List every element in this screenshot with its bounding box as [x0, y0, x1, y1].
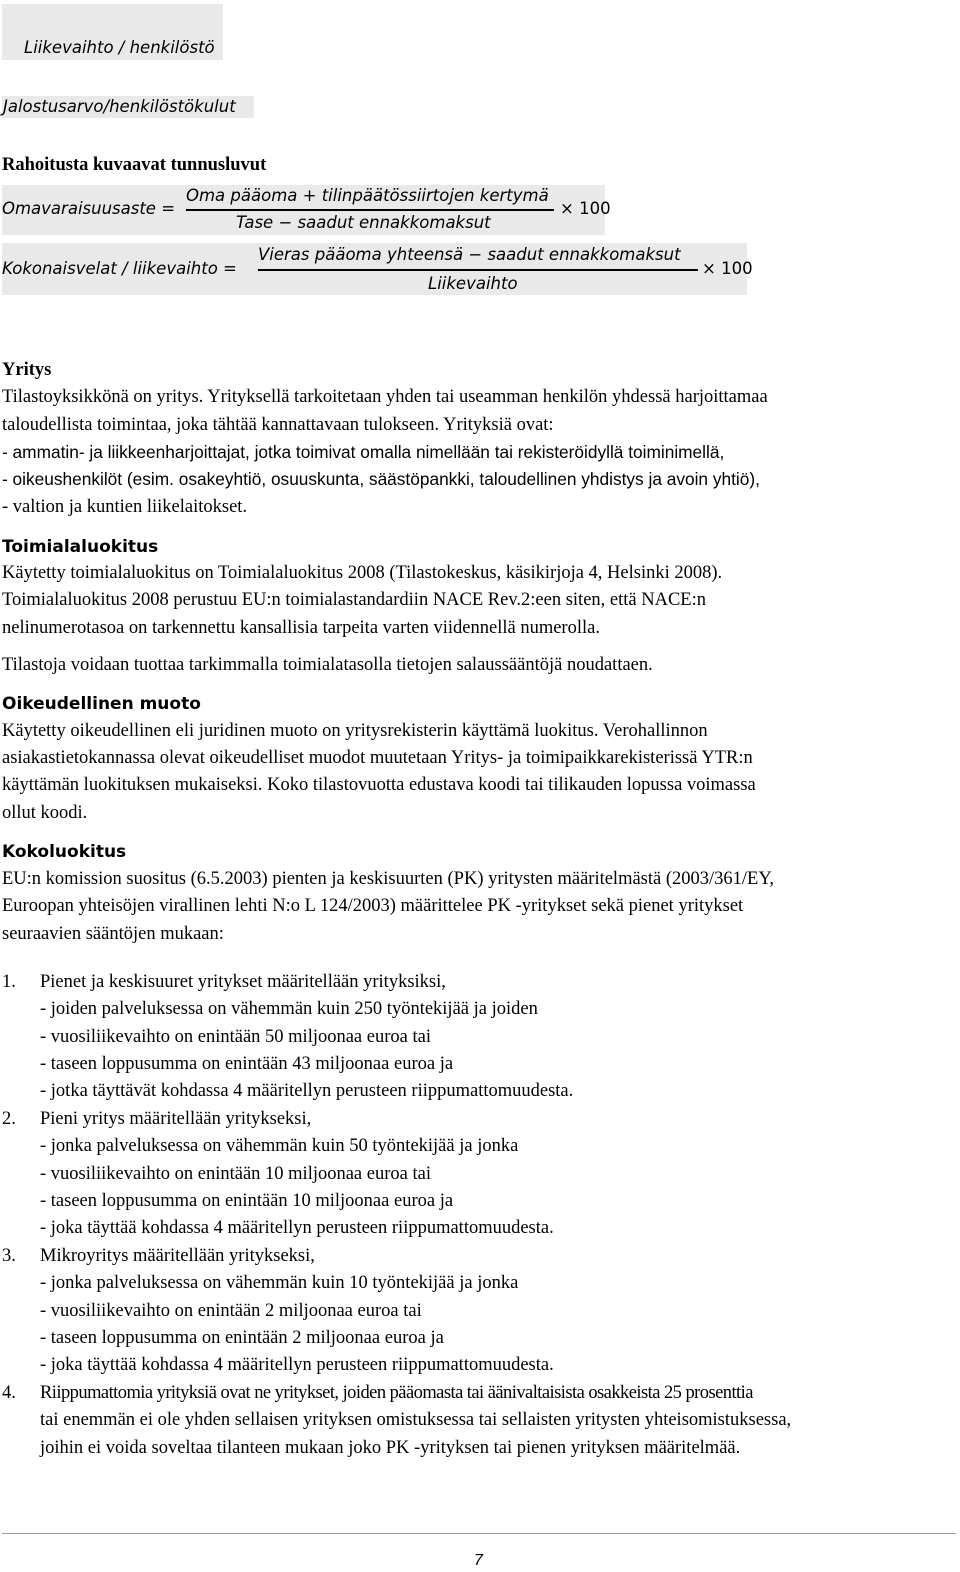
toimiala-line: nelinumerotasoa on tarkennettu kansallisia tarpeita varten viidennellä numerolla. [2, 618, 600, 638]
list-item-line: - vuosiliikevaihto on enintään 50 miljoonaa euroa tai [40, 1027, 431, 1047]
list-item-line: - vuosiliikevaihto on enintään 10 miljoonaa euroa tai [40, 1164, 431, 1184]
section-title-toimiala: Toimialaluokitus [2, 537, 159, 557]
formula-jalostusarvo [2, 96, 254, 118]
list-item-line: - taseen loppusumma on enintään 10 miljoonaa euroa ja [40, 1191, 454, 1211]
list-item-line: - joiden palveluksessa on vähemmän kuin 250 työntekijää ja joiden [40, 999, 538, 1019]
fraction-bar [258, 269, 698, 271]
list-item-line: - joka täyttää kohdassa 4 määritellyn perusteen riippumattomuudesta. [40, 1218, 554, 1238]
list-item-line: - taseen loppusumma on enintään 43 miljoonaa euroa ja [40, 1054, 454, 1074]
section-title-koko: Kokoluokitus [2, 842, 127, 862]
list-item-line: Pieni yritys määritellään yritykseksi, [40, 1109, 312, 1129]
formula-jalostusarvo-text: Jalostusarvo/henkilöstökulut [3, 97, 236, 116]
formula-omavaraisuus-lhs: Omavaraisuusaste = [2, 199, 176, 218]
formula-kokonaisvelat [2, 243, 753, 295]
list-item-line: Riippumattomia yrityksiä ovat ne yritykset, joiden pääomasta tai äänivaltaisista osakkeista 25 prosenttia [40, 1383, 753, 1403]
oikeudellinen-line: käyttämän luokituksen mukaiseksi. Koko tilastovuotta edustava koodi tai tilikauden lopussa voimassa [2, 775, 756, 795]
section-title-oikeudellinen: Oikeudellinen muoto [2, 694, 201, 714]
list-number: 2. [2, 1109, 16, 1129]
yritys-line: Tilastoyksikkönä on yritys. Yrityksellä tarkoitetaan yhden tai useamman henkilön yhdessä harjoittamaa [2, 387, 768, 407]
page-number: 7 [474, 1552, 483, 1569]
list-item-line: tai enemmän ei ole yhden sellaisen yrityksen omistuksessa tai sellaisten yritysten yhteisomistuksessa, [40, 1410, 792, 1430]
formula-omavaraisuus-multiplier: × 100 [560, 199, 611, 218]
toimiala-note: Tilastoja voidaan tuottaa tarkimmalla toimialatasolla tietojen salaussääntöjä noudattaen. [2, 655, 653, 675]
formula-omavaraisuus-denominator: Tase − saadut ennakkomaksut [236, 213, 491, 232]
toimiala-line: Toimialaluokitus 2008 perustuu EU:n toimialastandardiin NACE Rev.2:een siten, että NACE:n [2, 590, 706, 610]
list-number: 4. [2, 1383, 16, 1403]
section-title-rahoitus: Rahoitusta kuvaavat tunnusluvut [2, 155, 267, 175]
toimiala-line: Käytetty toimialaluokitus on Toimialaluokitus 2008 (Tilastokeskus, käsikirjoja 4, Helsinki 2008). [2, 563, 723, 583]
section-title-yritys: Yritys [2, 360, 52, 380]
list-item-line: - joka täyttää kohdassa 4 määritellyn perusteen riippumattomuudesta. [40, 1355, 554, 1375]
list-item-line: Pienet ja keskisuuret yritykset määritellään yrityksiksi, [40, 972, 446, 992]
list-number: 1. [2, 972, 16, 992]
formula-kokonaisvelat-numerator: Vieras pääoma yhteensä − saadut ennakkomaksut [258, 245, 681, 264]
list-number: 3. [2, 1246, 16, 1266]
koko-line: seuraavien sääntöjen mukaan: [2, 924, 224, 944]
list-item-line: Mikroyritys määritellään yritykseksi, [40, 1246, 315, 1266]
list-item-line: - taseen loppusumma on enintään 2 miljoonaa euroa ja [40, 1328, 444, 1348]
formula-kokonaisvelat-lhs: Kokonaisvelat / liikevaihto = [2, 259, 237, 278]
fraction-bar [186, 209, 554, 211]
list-item-line: - jotka täyttävät kohdassa 4 määritellyn perusteen riippumattomuudesta. [40, 1081, 574, 1101]
list-item-line: - vuosiliikevaihto on enintään 2 miljoonaa euroa tai [40, 1301, 422, 1321]
list-item-line: joihin ei voida soveltaa tilanteen mukaan joko PK -yrityksen tai pienen yrityksen määritelmää. [40, 1438, 741, 1458]
formula-omavaraisuus-numerator: Oma pääoma + tilinpäätössiirtojen kertymä [186, 186, 549, 205]
oikeudellinen-line: asiakastietokannassa olevat oikeudelliset muodot muutetaan Yritys- ja toimipaikkarekisterissä YTR:n [2, 748, 753, 768]
formula-kokonaisvelat-multiplier: × 100 [702, 259, 753, 278]
yritys-line: taloudellista toimintaa, joka tähtää kannattavaan tulokseen. Yrityksiä ovat: [2, 415, 554, 435]
footer-rule [2, 1533, 956, 1534]
koko-line: EU:n komission suositus (6.5.2003) pienten ja keskisuurten (PK) yritysten määritelmästä (2003/361/EY, [2, 869, 774, 889]
yritys-line: - oikeushenkilöt (esim. osakeyhtiö, osuuskunta, säästöpankki, taloudellinen yhdistys ja avoin yhtiö), [2, 469, 760, 489]
formula-omavaraisuusaste [2, 185, 611, 235]
formula-liikevaihto-text: Liikevaihto / henkilöstö [24, 38, 215, 57]
formula-kokonaisvelat-denominator: Liikevaihto [428, 274, 518, 293]
koko-line: Euroopan yhteisöjen virallinen lehti N:o L 124/2003) määrittelee PK -yritykset sekä pienet yritykset [2, 896, 744, 916]
list-item-line: - jonka palveluksessa on vähemmän kuin 50 työntekijää ja jonka [40, 1136, 519, 1156]
oikeudellinen-line: Käytetty oikeudellinen eli juridinen muoto on yritysrekisterin käyttämä luokitus. Verohallinnon [2, 721, 708, 741]
yritys-line: - valtion ja kuntien liikelaitokset. [2, 497, 248, 517]
formula-liikevaihto-henkilosto [2, 4, 223, 60]
list-item-line: - jonka palveluksessa on vähemmän kuin 10 työntekijää ja jonka [40, 1273, 519, 1293]
yritys-line: - ammatin- ja liikkeenharjoittajat, jotka toimivat omalla nimellään tai rekisteröidyllä toiminimellä, [2, 442, 725, 462]
oikeudellinen-line: ollut koodi. [2, 803, 88, 823]
